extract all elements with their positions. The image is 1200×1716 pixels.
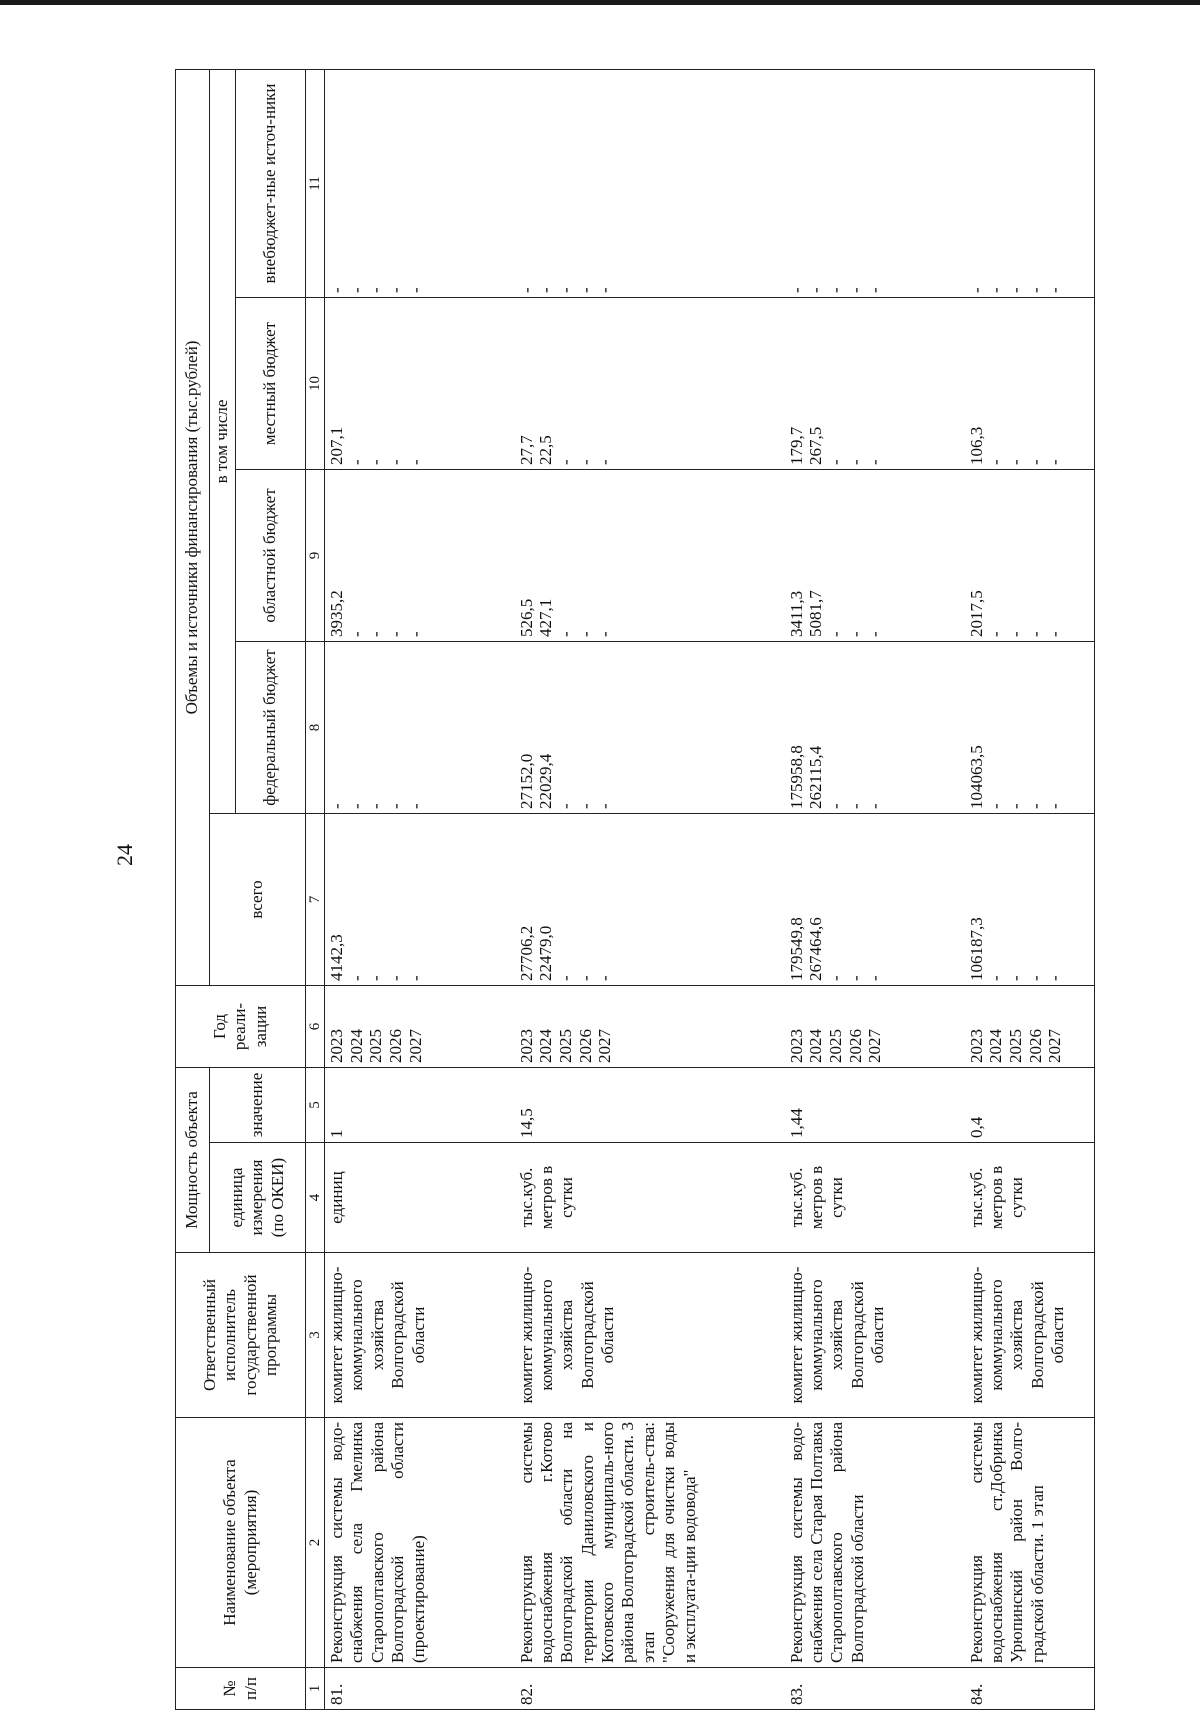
federal-amount: 27152,0 22029,4 - - - bbox=[515, 642, 785, 814]
years: 2023 2024 2025 2026 2027 bbox=[325, 986, 515, 1068]
executor: комитет жилищно-коммунального хозяйства Волгоградской области bbox=[965, 1253, 1095, 1418]
table-row bbox=[325, 69, 515, 1709]
row-number: 81. bbox=[325, 1668, 515, 1710]
header-total: всего bbox=[210, 814, 306, 986]
header-extrabudget: внебюджет-ные источ-ники bbox=[236, 69, 306, 297]
col-number: 6 bbox=[306, 986, 325, 1068]
page-number: 24 bbox=[112, 844, 137, 866]
unit: единиц bbox=[325, 1143, 515, 1253]
unit: тыс.куб. метров в сутки bbox=[515, 1143, 785, 1253]
extrabudget-amount: - - - - - bbox=[965, 69, 1095, 297]
header-federal: федеральный бюджет bbox=[236, 642, 306, 814]
local-amount: 106,3 - - - - bbox=[965, 298, 1095, 470]
table-row bbox=[965, 69, 1095, 1709]
row-number: 82. bbox=[515, 1668, 785, 1710]
table-row bbox=[515, 69, 785, 1709]
header-value: значение bbox=[210, 1068, 306, 1143]
total-amount: 27706,2 22479,0 - - - bbox=[515, 814, 785, 986]
object-name: Реконструкция системы водоснабжения ст.Добринка Урюпинский район Волго-градской области. 1 этап bbox=[965, 1418, 1095, 1668]
col-number: 1 bbox=[306, 1668, 325, 1710]
col-number: 5 bbox=[306, 1068, 325, 1143]
regional-amount: 3935,2 - - - - bbox=[325, 470, 515, 642]
table-row bbox=[785, 69, 965, 1709]
total-amount: 106187,3 - - - - bbox=[965, 814, 1095, 986]
regional-amount: 526,5 427,1 - - - bbox=[515, 470, 785, 642]
header-name: Наименование объекта (мероприятия) bbox=[176, 1418, 306, 1668]
extrabudget-amount: - - - - - bbox=[785, 69, 965, 297]
col-number: 10 bbox=[306, 298, 325, 470]
local-amount: 179,7 267,5 - - - bbox=[785, 298, 965, 470]
extrabudget-amount: - - - - - bbox=[325, 69, 515, 297]
header-unit: единица измерения (по ОКЕИ) bbox=[210, 1143, 306, 1253]
executor: комитет жилищно-коммунального хозяйства Волгоградской области bbox=[515, 1253, 785, 1418]
capacity-value: 0,4 bbox=[965, 1068, 1095, 1143]
years: 2023 2024 2025 2026 2027 bbox=[785, 986, 965, 1068]
executor: комитет жилищно-коммунального хозяйства Волгоградской области bbox=[325, 1253, 515, 1418]
document-sheet bbox=[175, 70, 1080, 1710]
objects-table bbox=[175, 69, 1095, 1710]
header-num: № п/п bbox=[176, 1668, 306, 1710]
executor: комитет жилищно-коммунального хозяйства Волгоградской области bbox=[785, 1253, 965, 1418]
col-number: 8 bbox=[306, 642, 325, 814]
extrabudget-amount: - - - - - bbox=[515, 69, 785, 297]
col-number: 11 bbox=[306, 69, 325, 297]
unit: тыс.куб. метров в сутки bbox=[965, 1143, 1095, 1253]
total-amount: 179549,8 267464,6 - - - bbox=[785, 814, 965, 986]
unit: тыс.куб. метров в сутки bbox=[785, 1143, 965, 1253]
col-number: 4 bbox=[306, 1143, 325, 1253]
header-including: в том числе bbox=[210, 69, 236, 813]
col-number: 9 bbox=[306, 470, 325, 642]
col-number: 3 bbox=[306, 1253, 325, 1418]
object-name: Реконструкция системы водоснабжения г.Котово Волгоградской области на территории Даниловского и Котовского муниципаль-ного района Волгоградской области. 3 этап строитель-ства: "Сооружения для очистки воды и эксплуата-ции водовода" bbox=[515, 1418, 785, 1668]
regional-amount: 2017,5 - - - - bbox=[965, 470, 1095, 642]
regional-amount: 3411,3 5081,7 - - - bbox=[785, 470, 965, 642]
total-amount: 4142,3 - - - - bbox=[325, 814, 515, 986]
local-amount: 207,1 - - - - bbox=[325, 298, 515, 470]
header-executor: Ответственный исполнитель государственной программы bbox=[176, 1253, 306, 1418]
capacity-value: 14,5 bbox=[515, 1068, 785, 1143]
col-number: 7 bbox=[306, 814, 325, 986]
federal-amount: 175958,8 262115,4 - - - bbox=[785, 642, 965, 814]
capacity-value: 1 bbox=[325, 1068, 515, 1143]
federal-amount: - - - - - bbox=[325, 642, 515, 814]
object-name: Реконструкция системы водо-снабжения села Старая Полтавка Старополтавского района Волгоградской области bbox=[785, 1418, 965, 1668]
federal-amount: 104063,5 - - - - bbox=[965, 642, 1095, 814]
header-regional: областной бюджет bbox=[236, 470, 306, 642]
row-number: 83. bbox=[785, 1668, 965, 1710]
col-number: 2 bbox=[306, 1418, 325, 1668]
object-name: Реконструкция системы водо-снабжения села Гмелинка Старополтавского района Волгоградской области (проектирование) bbox=[325, 1418, 515, 1668]
local-amount: 27,7 22,5 - - - bbox=[515, 298, 785, 470]
header-local: местный бюджет bbox=[236, 298, 306, 470]
header-finance: Объемы и источники финансирования (тыс.рублей) bbox=[176, 69, 210, 985]
years: 2023 2024 2025 2026 2027 bbox=[515, 986, 785, 1068]
row-number: 84. bbox=[965, 1668, 1095, 1710]
capacity-value: 1,44 bbox=[785, 1068, 965, 1143]
header-power: Мощность объекта bbox=[176, 1068, 210, 1253]
header-year: Год реали-зации bbox=[176, 986, 306, 1068]
scan-edge bbox=[0, 0, 1200, 5]
years: 2023 2024 2025 2026 2027 bbox=[965, 986, 1095, 1068]
